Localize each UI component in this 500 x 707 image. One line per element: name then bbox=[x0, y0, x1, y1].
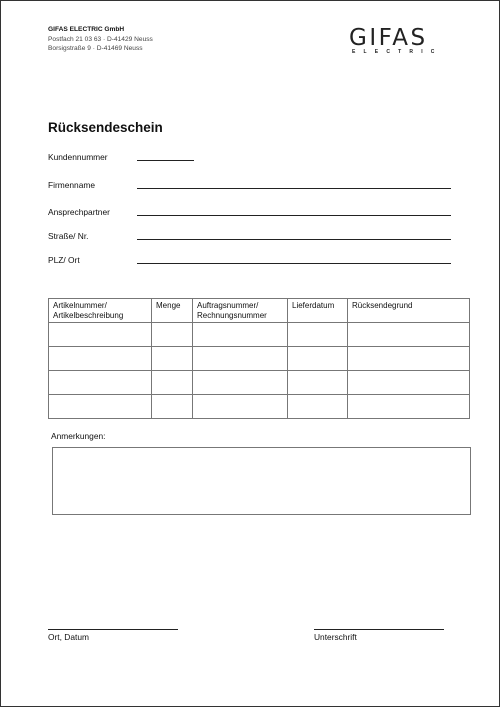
contact-person-label: Ansprechpartner bbox=[48, 207, 110, 217]
company-address-line-2: Borsigstraße 9 · D-41469 Neuss bbox=[48, 45, 143, 52]
company-address-block bbox=[48, 25, 153, 54]
table-cell[interactable] bbox=[193, 371, 288, 395]
header-quantity-label: Menge bbox=[156, 301, 181, 310]
contact-person-field[interactable] bbox=[137, 215, 451, 216]
table-cell[interactable] bbox=[288, 395, 348, 419]
table-header-row bbox=[49, 299, 470, 323]
table-cell[interactable] bbox=[348, 395, 470, 419]
company-name-field[interactable] bbox=[137, 188, 451, 189]
header-delivery-date-label: Lieferdatum bbox=[292, 301, 335, 310]
table-cell[interactable] bbox=[348, 323, 470, 347]
table-cell[interactable] bbox=[193, 395, 288, 419]
table-row bbox=[49, 395, 470, 419]
table-cell[interactable] bbox=[152, 395, 193, 419]
table-cell[interactable] bbox=[193, 347, 288, 371]
place-date-label: Ort, Datum bbox=[48, 632, 89, 642]
header-return-reason-label: Rücksendegrund bbox=[352, 301, 413, 310]
company-name-label: Firmenname bbox=[48, 180, 96, 190]
page-title: Rücksendeschein bbox=[48, 120, 163, 135]
table-cell[interactable] bbox=[348, 347, 470, 371]
table-cell[interactable] bbox=[49, 395, 152, 419]
table-cell[interactable] bbox=[152, 371, 193, 395]
gifas-logo bbox=[349, 27, 455, 55]
table-row bbox=[49, 371, 470, 395]
table-row bbox=[49, 347, 470, 371]
table-cell[interactable] bbox=[288, 371, 348, 395]
remarks-input[interactable] bbox=[52, 447, 471, 515]
header-article bbox=[49, 299, 152, 323]
table-row bbox=[49, 323, 470, 347]
signature-label: Unterschrift bbox=[314, 632, 357, 642]
header-article-label: Artikelnummer/ Artikelbeschreibung bbox=[53, 301, 124, 320]
logo-wordmark: GIFAS bbox=[349, 25, 428, 51]
street-field[interactable] bbox=[137, 239, 451, 240]
table-cell[interactable] bbox=[288, 347, 348, 371]
remarks-label: Anmerkungen: bbox=[51, 431, 106, 441]
company-address-line-1: Postfach 21 03 63 · D-41429 Neuss bbox=[48, 35, 153, 43]
place-date-field[interactable] bbox=[48, 629, 178, 630]
table-cell[interactable] bbox=[348, 371, 470, 395]
table-cell[interactable] bbox=[152, 347, 193, 371]
signature-field[interactable] bbox=[314, 629, 444, 630]
street-label: Straße/ Nr. bbox=[48, 231, 89, 241]
table-cell[interactable] bbox=[49, 323, 152, 347]
zip-city-label: PLZ/ Ort bbox=[48, 255, 80, 265]
table-cell[interactable] bbox=[288, 323, 348, 347]
customer-number-label: Kundennummer bbox=[48, 152, 108, 162]
table-cell[interactable] bbox=[49, 347, 152, 371]
header-order-invoice-label: Auftragsnummer/ Rechnungsnummer bbox=[197, 301, 267, 320]
header-order-invoice bbox=[193, 299, 288, 323]
table-cell[interactable] bbox=[49, 371, 152, 395]
table-cell[interactable] bbox=[193, 323, 288, 347]
header-delivery-date bbox=[288, 299, 348, 323]
logo-subtitle: ELECTRIC bbox=[352, 49, 443, 55]
zip-city-field[interactable] bbox=[137, 263, 451, 264]
company-name: GIFAS ELECTRIC GmbH bbox=[48, 26, 125, 33]
return-items-table bbox=[48, 298, 470, 419]
table-cell[interactable] bbox=[152, 323, 193, 347]
customer-number-field[interactable] bbox=[137, 160, 194, 161]
header-return-reason bbox=[348, 299, 470, 323]
header-quantity bbox=[152, 299, 193, 323]
